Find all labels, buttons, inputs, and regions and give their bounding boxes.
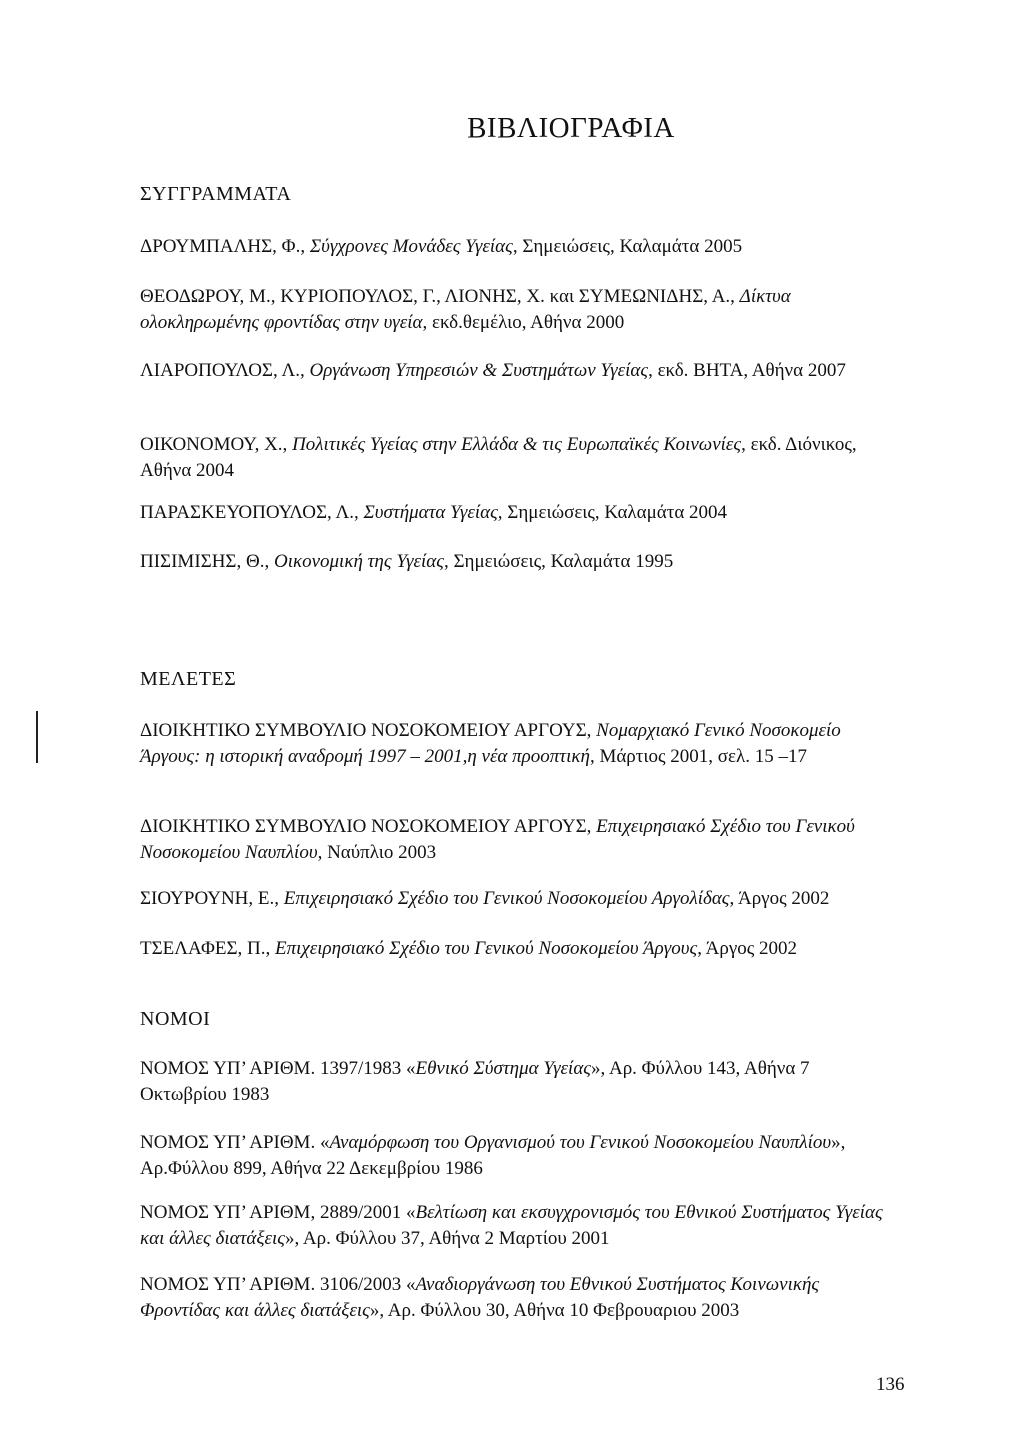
bibliography-entry: ΤΣΕΛΑΦΕΣ, Π., Επιχειρησιακό Σχέδιο του Γενικού Νοσοκομείου Άργους, Άργος 2002	[140, 938, 798, 959]
bibliography-entry: ΠΑΡΑΣΚΕΥΟΠΟΥΛΟΣ, Λ., Συστήματα Υγείας, Σημειώσεις, Καλαμάτα 2004	[140, 502, 728, 523]
bibliography-entry: ΔΙΟΙΚΗΤΙΚΟ ΣΥΜΒΟΥΛΙΟ ΝΟΣΟΚΟΜΕΙΟΥ ΑΡΓΟΥΣ, Επιχειρησιακό Σχέδιο του Γενικού Νοσοκομείου Ναυπλίου, Ναύπλιο 2003	[140, 816, 855, 863]
margin-bar	[36, 711, 38, 763]
bibliography-entry: ΛΙΑΡΟΠΟΥΛΟΣ, Λ., Οργάνωση Υπηρεσιών & Συστημάτων Υγείας, εκδ. ΒΗΤΑ, Αθήνα 2007	[140, 360, 846, 381]
section-heading-laws: ΝΟΜΟΙ	[140, 1008, 211, 1030]
bibliography-entry: ΔΙΟΙΚΗΤΙΚΟ ΣΥΜΒΟΥΛΙΟ ΝΟΣΟΚΟΜΕΙΟΥ ΑΡΓΟΥΣ, Νομαρχιακό Γενικό Νοσοκομείο Άργους: η ιστορική αναδρομή 1997 – 2001,η νέα προοπτική, Μάρτιος 2001, σελ. 15 –17	[140, 720, 841, 767]
bibliography-entry: ΟΙΚΟΝΟΜΟΥ, Χ., Πολιτικές Υγείας στην Ελλάδα & τις Ευρωπαϊκές Κοινωνίες, εκδ. Διόνικος, Αθήνα 2004	[140, 434, 857, 481]
bibliography-entry: ΔΡΟΥΜΠΑΛΗΣ, Φ., Σύγχρονες Μονάδες Υγείας, Σημειώσεις, Καλαμάτα 2005	[140, 236, 743, 257]
section-heading-studies: ΜΕΛΕΤΕΣ	[140, 668, 237, 690]
bibliography-entry: ΝΟΜΟΣ ΥΠ’ ΑΡΙΘΜ. 1397/1983 «Εθνικό Σύστημα Υγείας», Αρ. Φύλλου 143, Αθήνα 7 Οκτωβρίου 1983	[140, 1058, 810, 1105]
bibliography-entry: ΝΟΜΟΣ ΥΠ’ ΑΡΙΘΜ, 2889/2001 «Βελτίωση και εκσυγχρονισμός του Εθνικού Συστήματος Υγείας και άλλες διατάξεις», Αρ. Φύλλου 37, Αθήνα 2 Μαρτίου 2001	[140, 1202, 883, 1249]
page-title: ΒΙΒΛΙΟΓΡΑΦΙΑ	[467, 112, 675, 144]
bibliography-entry: ΠΙΣΙΜΙΣΗΣ, Θ., Οικονομική της Υγείας, Σημειώσεις, Καλαμάτα 1995	[140, 551, 674, 572]
bibliography-entry: ΝΟΜΟΣ ΥΠ’ ΑΡΙΘΜ. «Αναμόρφωση του Οργανισμού του Γενικού Νοσοκομείου Ναυπλίου», Αρ.Φύλλου 899, Αθήνα 22 Δεκεμβρίου 1986	[140, 1132, 846, 1179]
section-heading-books: ΣΥΓΓΡΑΜΜΑΤΑ	[140, 183, 292, 205]
bibliography-entry: ΣΙΟΥΡΟΥΝΗ, Ε., Επιχειρησιακό Σχέδιο του Γενικού Νοσοκομείου Αργολίδας, Άργος 2002	[140, 888, 830, 909]
page-number: 136	[876, 1374, 905, 1395]
bibliography-entry: ΘΕΟΔΩΡΟΥ, Μ., ΚΥΡΙΟΠΟΥΛΟΣ, Γ., ΛΙΟΝΗΣ, Χ. και ΣΥΜΕΩΝΙΔΗΣ, Α., Δίκτυα ολοκληρωμένης φροντίδας στην υγεία, εκδ.θεμέλιο, Αθήνα 2000	[140, 286, 791, 333]
bibliography-entry: ΝΟΜΟΣ ΥΠ’ ΑΡΙΘΜ. 3106/2003 «Αναδιοργάνωση του Εθνικού Συστήματος Κοινωνικής Φροντίδας και άλλες διατάξεις», Αρ. Φύλλου 30, Αθήνα 10 Φεβρουαριου 2003	[140, 1274, 820, 1321]
